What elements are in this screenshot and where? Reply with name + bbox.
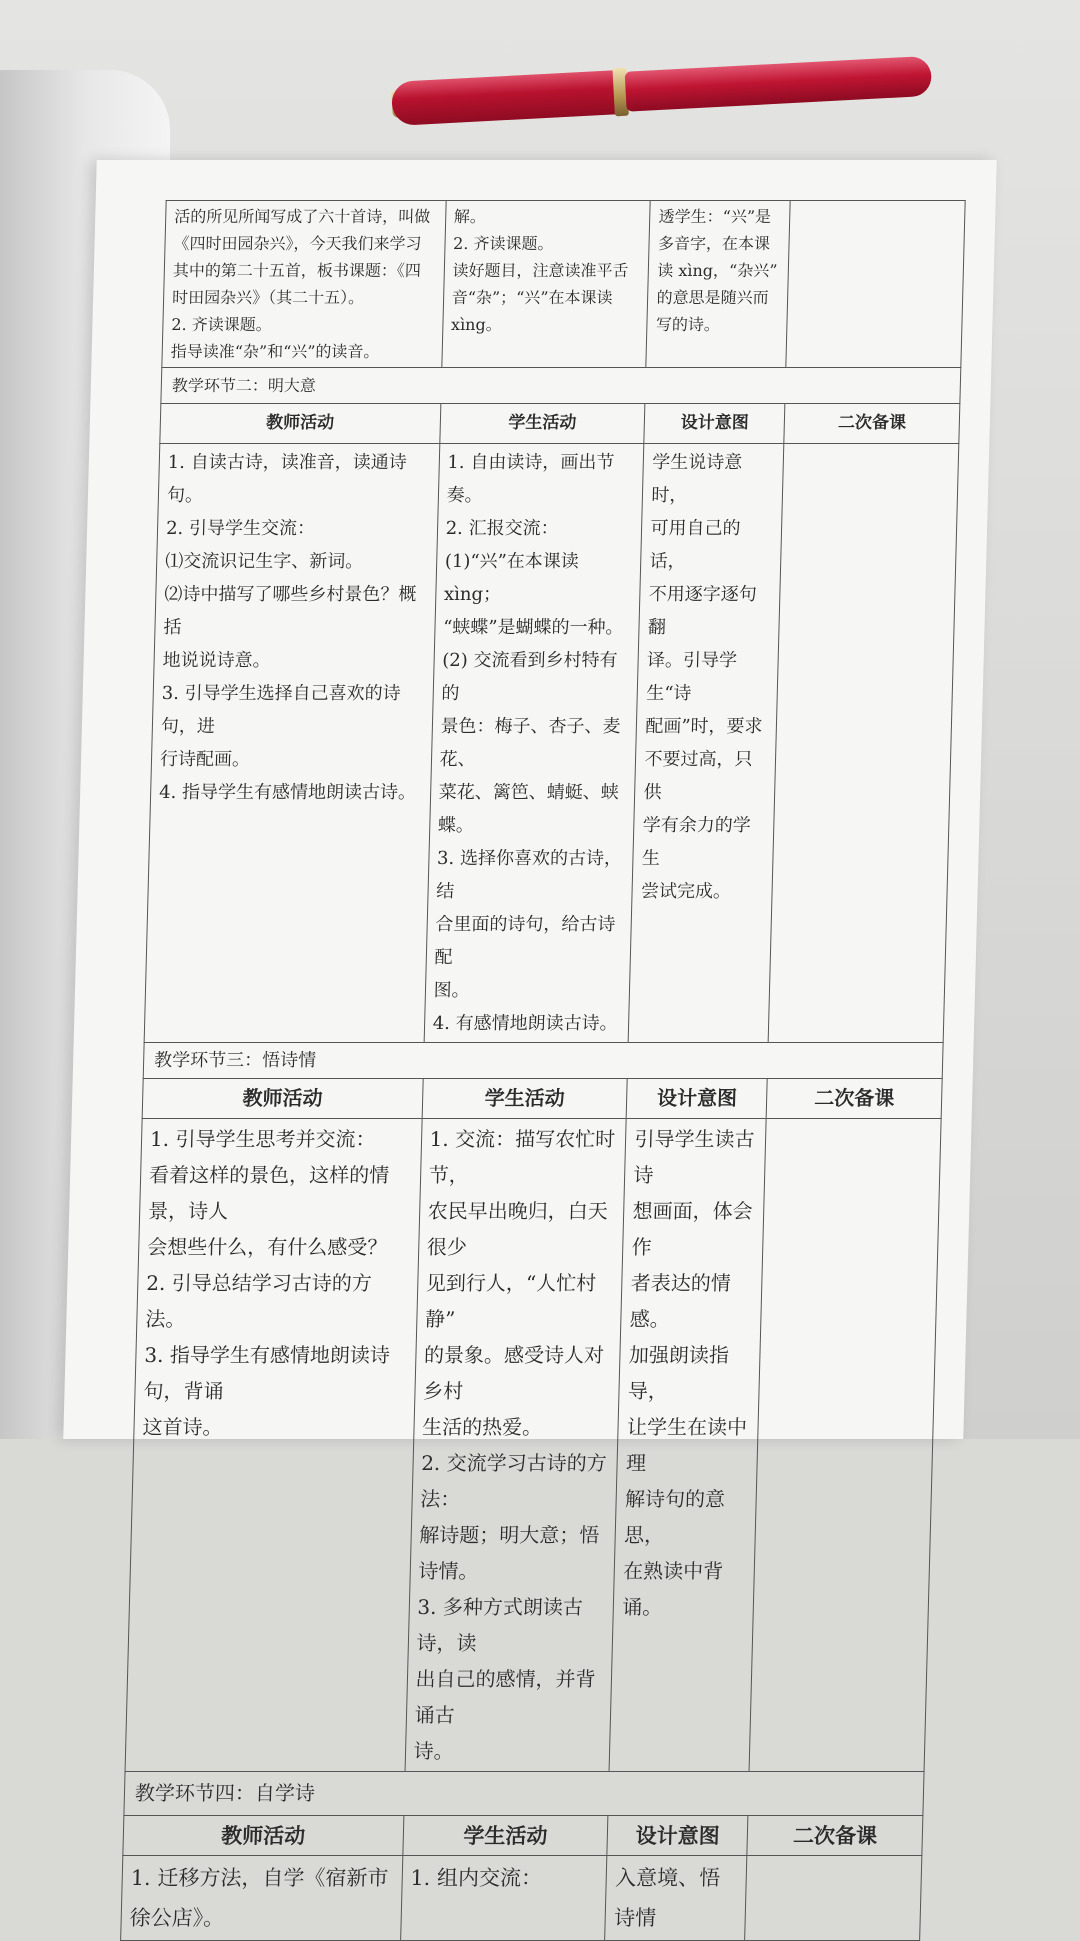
text-line: 多音字，在本课 bbox=[657, 234, 771, 253]
text-line: 尝试完成。 bbox=[640, 881, 732, 902]
header-teacher: 教师活动 bbox=[123, 1816, 404, 1856]
text-line: 见到行人，“人忙村静” bbox=[424, 1271, 597, 1331]
content-row bbox=[144, 444, 959, 1043]
revision-cell bbox=[786, 201, 965, 368]
text-line: ⑵诗中描写了哪些乡村景色？概括 bbox=[163, 584, 417, 638]
text-line: 2. 引导学生交流： bbox=[165, 518, 316, 539]
content-row bbox=[125, 1119, 941, 1772]
text-line: 指导读准“杂”和“兴”的读音。 bbox=[170, 342, 380, 361]
design-cell: 入意境、悟诗情 bbox=[605, 1856, 747, 1941]
text-line: 写的诗。 bbox=[655, 315, 721, 334]
text-line: 1. 自由读诗，画出节奏。 bbox=[446, 452, 615, 506]
section-title-row bbox=[161, 368, 961, 404]
text-line: 透学生：“兴”是 bbox=[658, 207, 772, 226]
text-line: xìng。 bbox=[450, 315, 503, 334]
revision-cell bbox=[749, 1119, 941, 1772]
text-line: 1. 引导学生思考并交流： bbox=[149, 1127, 376, 1151]
header-row bbox=[123, 1816, 923, 1856]
text-line: 时田园杂兴》（其二十五）。 bbox=[171, 288, 365, 307]
text-line: 2. 引导总结学习古诗的方法。 bbox=[145, 1271, 373, 1331]
text-line: 会想些什么，有什么感受？ bbox=[146, 1235, 388, 1259]
header-revision: 二次备课 bbox=[766, 1079, 942, 1119]
content-row bbox=[121, 1856, 922, 1941]
text-line: 活的所见所闻写成了六十首诗，叫做 bbox=[174, 207, 431, 226]
text-line: 4. 有感情地朗读古诗。 bbox=[432, 1013, 618, 1034]
student-cell bbox=[405, 1119, 627, 1772]
text-line: 音“杂”；“兴”在本课读 bbox=[451, 288, 613, 307]
text-line: 3. 多种方式朗读古诗，读 bbox=[416, 1595, 584, 1655]
revision-cell bbox=[745, 1856, 922, 1941]
text-line: 读 xìng，“杂兴” bbox=[657, 261, 778, 280]
text-line: 行诗配画。 bbox=[159, 749, 251, 770]
text-line: 不用逐字逐句翻 bbox=[647, 584, 758, 638]
header-student: 学生活动 bbox=[422, 1079, 628, 1119]
header-design: 设计意图 bbox=[627, 1079, 768, 1119]
lesson-plan-table bbox=[120, 200, 966, 1941]
text-line: 其中的第二十五首，板书课题：《四 bbox=[172, 261, 422, 280]
header-revision: 二次备课 bbox=[747, 1816, 923, 1856]
section-title: 教学环节三：悟诗情 bbox=[143, 1043, 943, 1079]
text-line: 合里面的诗句，给古诗配 bbox=[434, 914, 616, 968]
teacher-cell: 1. 迁移方法，自学《宿新市徐公店》。 bbox=[121, 1856, 403, 1941]
header-student: 学生活动 bbox=[439, 404, 645, 444]
text-line: 出自己的感情，并背诵古 bbox=[414, 1667, 596, 1727]
text-line: 4. 指导学生有感情地朗读古诗。 bbox=[158, 782, 417, 803]
text-line: 解。 bbox=[453, 207, 487, 226]
text-line: 图。 bbox=[433, 980, 470, 1001]
text-line: (1)“兴”在本课读 xìng； bbox=[443, 551, 580, 605]
text-line: 3. 引导学生选择自己喜欢的诗句，进 bbox=[160, 683, 401, 737]
teacher-cell bbox=[144, 444, 439, 1043]
text-line: 3. 选择你喜欢的古诗，结 bbox=[435, 848, 623, 902]
header-design: 设计意图 bbox=[644, 404, 785, 444]
text-line: 1. 交流：描写农忙时节， bbox=[428, 1127, 616, 1187]
design-cell bbox=[646, 201, 790, 368]
revision-cell bbox=[768, 444, 958, 1043]
text-line: “蛱蝶”是蝴蝶的一种。 bbox=[442, 617, 624, 638]
text-line: ⑴交流识记生字、新词。 bbox=[164, 551, 364, 572]
design-cell bbox=[609, 1119, 766, 1772]
text-line: 在熟读中背诵。 bbox=[621, 1559, 724, 1619]
header-row bbox=[160, 404, 960, 444]
pen-barrel bbox=[625, 56, 933, 112]
header-row bbox=[142, 1079, 942, 1119]
section-title: 教学环节二：明大意 bbox=[161, 368, 961, 404]
text-line: 看着这样的景色，这样的情景，诗人 bbox=[147, 1163, 390, 1223]
text-line: 学有余力的学生 bbox=[641, 815, 752, 869]
document-page bbox=[63, 160, 996, 1930]
text-line: 让学生在读中理 bbox=[625, 1415, 748, 1475]
text-line: 译。引导学生“诗 bbox=[645, 650, 738, 704]
text-line: 的意思是随兴而 bbox=[656, 288, 769, 307]
section-title: 教学环节四：自学诗 bbox=[124, 1772, 924, 1816]
text-line: 景色：梅子、杏子、麦花、 bbox=[439, 716, 621, 770]
text-line: 菜花、篱笆、蜻蜓、蛱蝶。 bbox=[437, 782, 620, 836]
header-teacher: 教师活动 bbox=[160, 404, 441, 444]
header-teacher: 教师活动 bbox=[142, 1079, 423, 1119]
text-line: 2. 齐读课题。 bbox=[452, 234, 554, 253]
text-line: 引导学生读古诗 bbox=[633, 1127, 755, 1187]
student-cell: 1. 组内交流： bbox=[400, 1856, 607, 1941]
section-title-row bbox=[124, 1772, 924, 1816]
text-line: 1. 自读古诗，读准音，读通诗句。 bbox=[166, 452, 408, 506]
text-line: 者表达的情感。 bbox=[629, 1271, 732, 1331]
text-line: 不要过高，只供 bbox=[643, 749, 753, 803]
text-line: 诗。 bbox=[413, 1739, 455, 1763]
text-line: 配画”时，要求 bbox=[645, 716, 763, 737]
text-line: 农民早出晚归，白天很少 bbox=[426, 1199, 609, 1259]
text-line: 加强朗读指导， bbox=[627, 1343, 730, 1403]
header-revision: 二次备课 bbox=[784, 404, 960, 444]
student-cell bbox=[424, 444, 644, 1043]
design-cell bbox=[629, 444, 785, 1043]
text-line: 地说说诗意。 bbox=[162, 650, 271, 671]
header-student: 学生活动 bbox=[402, 1816, 608, 1856]
text-line: 2. 齐读课题。 bbox=[171, 315, 273, 334]
student-cell bbox=[441, 201, 650, 368]
text-line: 2. 交流学习古诗的方法： bbox=[419, 1451, 608, 1511]
section-title-row bbox=[143, 1043, 943, 1079]
teacher-cell bbox=[162, 201, 446, 368]
text-line: 解诗题；明大意；悟诗情。 bbox=[418, 1523, 600, 1583]
text-line: 想画面，体会作 bbox=[631, 1199, 753, 1259]
text-line: 读好题目，注意读准平舌 bbox=[452, 261, 629, 280]
teacher-cell bbox=[125, 1119, 422, 1772]
text-line: 的景象。感受诗人对乡村 bbox=[422, 1343, 605, 1403]
header-design: 设计意图 bbox=[607, 1816, 748, 1856]
text-line: 生活的热爱。 bbox=[421, 1415, 543, 1439]
text-line: 《四时田园杂兴》，今天我们来学习 bbox=[173, 234, 422, 253]
continuation-row bbox=[162, 201, 965, 368]
pen-cap bbox=[391, 70, 623, 126]
text-line: 2. 汇报交流： bbox=[445, 518, 559, 539]
text-line: 这首诗。 bbox=[142, 1415, 223, 1439]
text-line: (2) 交流看到乡村特有的 bbox=[441, 650, 618, 704]
text-line: 3. 指导学生有感情地朗读诗句，背诵 bbox=[143, 1343, 391, 1403]
text-line: 可用自己的话， bbox=[649, 518, 741, 572]
text-line: 学生说诗意时， bbox=[651, 452, 743, 506]
text-line: 解诗句的意思， bbox=[623, 1487, 726, 1547]
